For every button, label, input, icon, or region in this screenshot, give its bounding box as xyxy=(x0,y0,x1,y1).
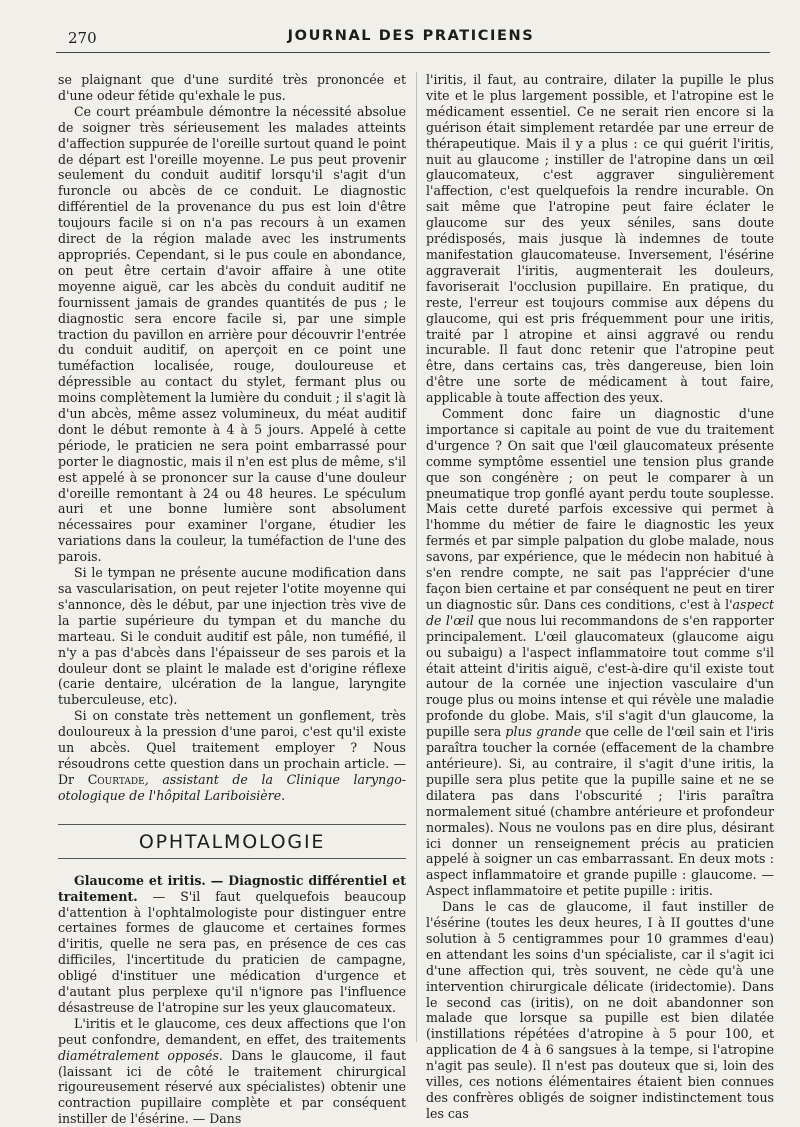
paragraph-text: Comment donc faire un diagnostic d'une importance si capitale au point de vue du traitement d'urgence ? On sait que l'œil glaucomateux présente comme symptôme essentiel une tension plus grande que son congénère ; on peut le comparer à un pneumatique trop gonflé ayant perdu toute souplesse. Mais cette dureté parfois excessive qui permet à l'homme du métier de faire le diagnostic les yeux fermés et par simple palpation du globe malade, nous savons, par expérience, que le médecin non habitué à s'en rendre compte, ne sait pas l'apprécier d'une façon bien certaine et par conséquent ne peut en tirer un diagnostic sûr. Dans ces conditions, c'est à l' xyxy=(426,406,774,612)
paragraph: se plaignant que d'une surdité très prononcée et d'une odeur fétide qu'exhale le pus. xyxy=(58,72,406,103)
emphasis-text: plus grande xyxy=(505,724,582,740)
paragraph-text: que nous lui recommandons de s'en rapporter principalement. L'œil glaucomateux (glaucome aigu ou subaigu) a l'aspect inflammatoire tout comme s'il était atteint d'iritis aiguë, c'est-à-dire qu'il existe tout autour de la cornée une injection vasculaire d'un rouge plus ou moins intense et qui révèle une maladie profonde du globe. Mais, s'il s'agit d'un glaucome, la pupille sera xyxy=(426,612,775,740)
paragraph-text: Si on constate très nettement un gonflement, très douloureux à la pression d'une paroi, c'est qu'il existe un abcès. Quel traitement employer ? Nous résoudrons cette question dans un prochain article. — Dr xyxy=(58,708,406,787)
section-heading: OPHTALMOLOGIE xyxy=(58,824,406,859)
left-column xyxy=(58,72,406,1127)
article-title: Glaucome et iritis. — Diagnostic différentiel et traitement. xyxy=(58,872,406,904)
paragraph-text: . Dans le glaucome, il faut (laissant ici de côté le traitement chirurgical rigoureusement réservé aux spécialistes) obtenir une contraction pupillaire complète et par conséquent instiller de l'ésérine. — Dans xyxy=(58,1047,407,1127)
page-header xyxy=(58,24,764,54)
column-divider xyxy=(416,72,417,1042)
page-number: 270 xyxy=(68,29,97,47)
right-column xyxy=(426,72,774,1122)
paragraph: Ce court préambule démontre la nécessité absolue de soigner très sérieusement les malades atteints d'affection suppurée de l'oreille surtout quand le point de départ est l'oreille moyenne. Le pus peut provenir seulement du conduit auditif lorsqu'il s'agit d'un furoncle ou abcès de ce conduit. Le diagnostic différentiel de la provenance du pus est loin d'être toujours facile si on n'a pas recours à un examen direct de la région malade avec les instruments appropriés. Cependant, si le pus coule en abondance, on peut être certain d'avoir affaire à une otite moyenne aiguë, car les abcès du conduit auditif ne fournissent jamais de grandes quantités de pus ; le diagnostic sera encore facile si, par une simple traction du pavillon en arrière pour découvrir l'entrée du conduit auditif, on aperçoit en ce point une tuméfaction localisée, rouge, douloureuse et dépressible au contact du stylet, fermant plus ou moins complètement la lumière du conduit ; il s'agit là d'un abcès, même assez volumineux, du méat auditif dont le début remonte à 4 à 5 jours. Appelé à cette période, le praticien ne sera point embarrassé pour porter le diagnostic, mais il n'en est plus de même, s'il est appelé à se prononcer sur la cause d'une douleur d'oreille remontant à 24 ou 48 heures. Le spéculum auri et une bonne lumière sont absolument nécessaires pour examiner l'organe, étudier les variations dans la couleur, la tuméfaction de l'une des parois. xyxy=(58,103,406,565)
author-name: Courtade xyxy=(87,771,145,787)
paragraph xyxy=(426,406,774,899)
header-rule xyxy=(56,52,770,53)
emphasis-text: aspect de l'œil xyxy=(426,596,774,628)
paragraph: Dans le cas de glaucome, il faut instiller de l'ésérine (toutes les deux heures, I à II gouttes d'une solution à 5 centigrammes pour 10 grammes d'eau) en attendant les soins d'un spécialiste, car il s'agit ici d'une affection qui, très souvent, ne cède qu'à une intervention chirurgicale délicate (iridectomie). Dans le second cas (iritis), on ne doit abandonner son malade que lorsque sa pupille est bien dilatée (instillations répétées d'atropine à 5 pour 100, et application de 4 à 6 sangsues à la tempe, si l'atropine n'agit pas seule). Il n'est pas douteux que si, loin des villes, ces notions élémentaires étaient bien connues des confrères obligés de soigner indistinctement tous les cas xyxy=(426,899,774,1121)
paragraph-text: que celle de l'œil sain et l'iris paraîtra toucher la cornée (effacement de la chambre antérieure). Si, au contraire, il s'agit d'une iritis, la pupille sera plus petite que la pupille saine et ne se dilatera pas dans l'obscurité ; l'iris paraîtra normalement situé (chambre antérieure et profondeur normales). Nous ne voulons pas en dire plus, désirant ici donner un renseignement précis au praticien appelé à soigner un cas embarrassant. En deux mots : aspect inflammatoire et grande pupille : glaucome. — Aspect inflammatoire et petite pupille : iritis. xyxy=(426,724,774,899)
article-lead-paragraph xyxy=(58,873,406,1016)
paragraph: l'iritis, il faut, au contraire, dilater la pupille le plus vite et le plus largement possible, et l'atropine est le médicament essentiel. Ce ne serait rien encore si la guérison était simplement retardée par une erreur de thérapeutique. Mais il y a plus : ce qui guérit l'iritis, nuit au glaucome ; instiller de l'atropine dans un œil glaucomateux, c'est aggraver singulièrement l'affection, c'est quelquefois la rendre incurable. On sait même que l'atropine peut faire éclater le glaucome sur des yeux séniles, sans doute prédisposés, mais jusque là indemnes de toute manifestation glaucomateuse. Inversement, l'ésérine aggraverait l'iritis, augmenterait les douleurs, favoriserait l'occlusion pupillaire. En pratique, du reste, l'erreur est toujours commise aux dépens du glaucome, qui est pris fréquemment pour une iritis, traité par l atropine et ainsi aggravé ou rendu incurable. Il faut donc retenir que l'atropine peut être, dans certains cas, très dangereuse, bien loin d'être une sorte de médicament à tout faire, applicable à toute affection des yeux. xyxy=(426,72,774,406)
paragraph-text: — S'il faut quelquefois beaucoup d'attention à l'ophtalmologiste pour distinguer entre certaines formes de glaucome et certaines formes d'iritis, quelle ne sera pas, en présence de ces cas difficiles, l'incertitude du praticien de campagne, obligé d'instituer une médication d'urgence et d'autant plus perplexe qu'il n'ignore pas l'influence désastreuse de l'atropine sur les yeux glaucomateux. xyxy=(58,888,406,1015)
paragraph: Si le tympan ne présente aucune modification dans sa vascularisation, on peut rejeter l'otite moyenne qui s'annonce, dès le début, par une injection très vive de la partie supérieure du tympan et du manche du marteau. Si le conduit auditif est pâle, non tuméfié, il n'y a pas d'abcès dans l'épaisseur de ses parois et la douleur dont se plaint le malade est d'origine réflexe (carie dentaire, ulcération de la langue, laryngite tuberculeuse, etc). xyxy=(58,565,406,708)
emphasis-text: diamétralement opposés xyxy=(58,1047,219,1063)
journal-title: JOURNAL DES PRATICIENS xyxy=(287,28,535,44)
paragraph xyxy=(58,1016,406,1127)
paragraph-with-signature xyxy=(58,708,406,803)
author-affiliation: , assistant de la Clinique laryngo-otologique de l'hôpital Lariboisière. xyxy=(58,771,407,803)
paragraph-text: L'iritis et le glaucome, ces deux affections que l'on peut confondre, demandent, en effet, des traitements xyxy=(58,1015,406,1047)
